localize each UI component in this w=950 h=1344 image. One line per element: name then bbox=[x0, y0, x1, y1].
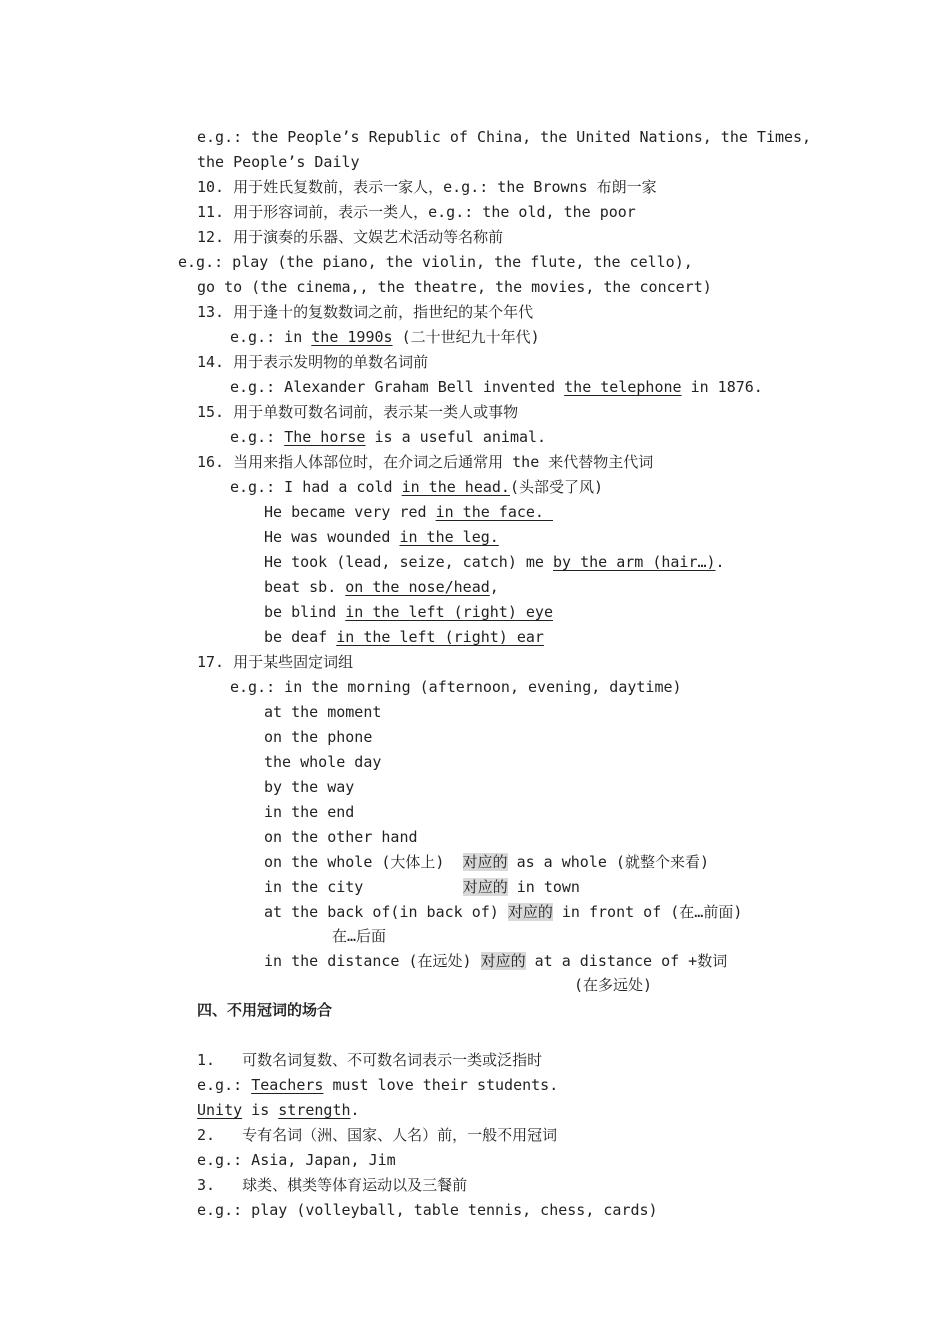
list-item-15: 15. 用于单数可数名词前，表示某一类人或事物 bbox=[197, 403, 519, 421]
example-line: e.g.: play (the piano, the violin, the flute, the cello), bbox=[178, 253, 693, 271]
underlined-phrase: in the head. bbox=[401, 478, 510, 496]
list-item-2: 2. 专有名词（洲、国家、人名）前，一般不用冠词 bbox=[197, 1126, 558, 1144]
phrase-line: 在…后面 bbox=[332, 927, 387, 945]
list-item-1: 1. 可数名词复数、不可数名词表示一类或泛指时 bbox=[197, 1051, 543, 1069]
list-item-17: 17. 用于某些固定词组 bbox=[197, 653, 354, 671]
example-line: Unity is strength. bbox=[197, 1101, 360, 1119]
example-line: e.g.: Alexander Graham Bell invented the telephone in 1876. bbox=[230, 378, 763, 396]
example-line: e.g.: Asia, Japan, Jim bbox=[197, 1151, 396, 1169]
example-line: e.g.: The horse is a useful animal. bbox=[230, 428, 547, 446]
underlined-phrase: in the face. bbox=[435, 503, 553, 521]
underlined-phrase: in the left (right) ear bbox=[336, 628, 544, 646]
phrase-line: the whole day bbox=[264, 753, 382, 771]
list-item-10: 10. 用于姓氏复数前，表示一家人，e.g.: the Browns 布朗一家 bbox=[197, 178, 657, 196]
underlined-phrase: Unity bbox=[197, 1101, 243, 1119]
phrase-line: on the whole (大体上) 对应的 as a whole (就整个来看) bbox=[264, 853, 709, 871]
example-line: e.g.: in the morning (afternoon, evening, daytime) bbox=[230, 678, 682, 696]
list-item-14: 14. 用于表示发明物的单数名词前 bbox=[197, 353, 429, 371]
phrase-line: by the way bbox=[264, 778, 355, 796]
example-line: be deaf in the left (right) ear bbox=[264, 628, 544, 646]
list-item-3: 3. 球类、棋类等体育运动以及三餐前 bbox=[197, 1176, 468, 1194]
underlined-phrase: the telephone bbox=[564, 378, 682, 396]
example-line: He was wounded in the leg. bbox=[264, 528, 499, 546]
example-line: He became very red in the face. bbox=[264, 503, 553, 521]
phrase-line: in the distance (在远处) 对应的 at a distance of +数词 bbox=[264, 952, 728, 970]
example-line: go to (the cinema,, the theatre, the movies, the concert) bbox=[197, 278, 712, 296]
example-line: beat sb. on the nose/head, bbox=[264, 578, 499, 596]
underlined-phrase: strength bbox=[278, 1101, 351, 1119]
list-item-13: 13. 用于逢十的复数数词之前，指世纪的某个年代 bbox=[197, 303, 534, 321]
example-line: e.g.: I had a cold in the head.(头部受了风) bbox=[230, 478, 604, 496]
example-line: He took (lead, seize, catch) me by the arm (hair…). bbox=[264, 553, 725, 571]
underlined-phrase: by the arm (hair…) bbox=[552, 553, 716, 571]
phrase-line: on the other hand bbox=[264, 828, 418, 846]
text-line: e.g.: the People’s Republic of China, the United Nations, the Times, bbox=[197, 128, 812, 146]
highlighted-phrase: 对应的 bbox=[507, 903, 553, 921]
example-line: e.g.: Teachers must love their students. bbox=[197, 1076, 559, 1094]
phrase-line: in the city 对应的 in town bbox=[264, 878, 580, 896]
example-line: e.g.: play (volleyball, table tennis, chess, cards) bbox=[197, 1201, 658, 1219]
list-item-16: 16. 当用来指人体部位时，在介词之后通常用 the 来代替物主代词 bbox=[197, 453, 654, 471]
list-item-12: 12. 用于演奏的乐器、文娱艺术活动等名称前 bbox=[197, 228, 504, 246]
phrase-line: in the end bbox=[264, 803, 355, 821]
example-line: be blind in the left (right) eye bbox=[264, 603, 553, 621]
section-heading: 四、不用冠词的场合 bbox=[197, 1001, 333, 1019]
highlighted-phrase: 对应的 bbox=[462, 853, 508, 871]
example-line: e.g.: in the 1990s (二十世纪九十年代) bbox=[230, 328, 540, 346]
highlighted-phrase: 对应的 bbox=[480, 952, 526, 970]
phrase-line: at the moment bbox=[264, 703, 382, 721]
underlined-phrase: The horse bbox=[284, 428, 366, 446]
underlined-phrase: the 1990s bbox=[311, 328, 393, 346]
highlighted-phrase: 对应的 bbox=[462, 878, 508, 896]
underlined-phrase: in the left (right) eye bbox=[345, 603, 553, 621]
underlined-phrase: on the nose/head bbox=[345, 578, 490, 596]
text-line: the People’s Daily bbox=[197, 153, 360, 171]
phrase-line: on the phone bbox=[264, 728, 373, 746]
phrase-line: at the back of(in back of) 对应的 in front of (在…前面) bbox=[264, 903, 743, 921]
phrase-line: (在多远处) bbox=[574, 976, 653, 994]
underlined-phrase: in the leg. bbox=[399, 528, 499, 546]
list-item-11: 11. 用于形容词前，表示一类人，e.g.: the old, the poor bbox=[197, 203, 636, 221]
underlined-phrase: Teachers bbox=[251, 1076, 324, 1094]
